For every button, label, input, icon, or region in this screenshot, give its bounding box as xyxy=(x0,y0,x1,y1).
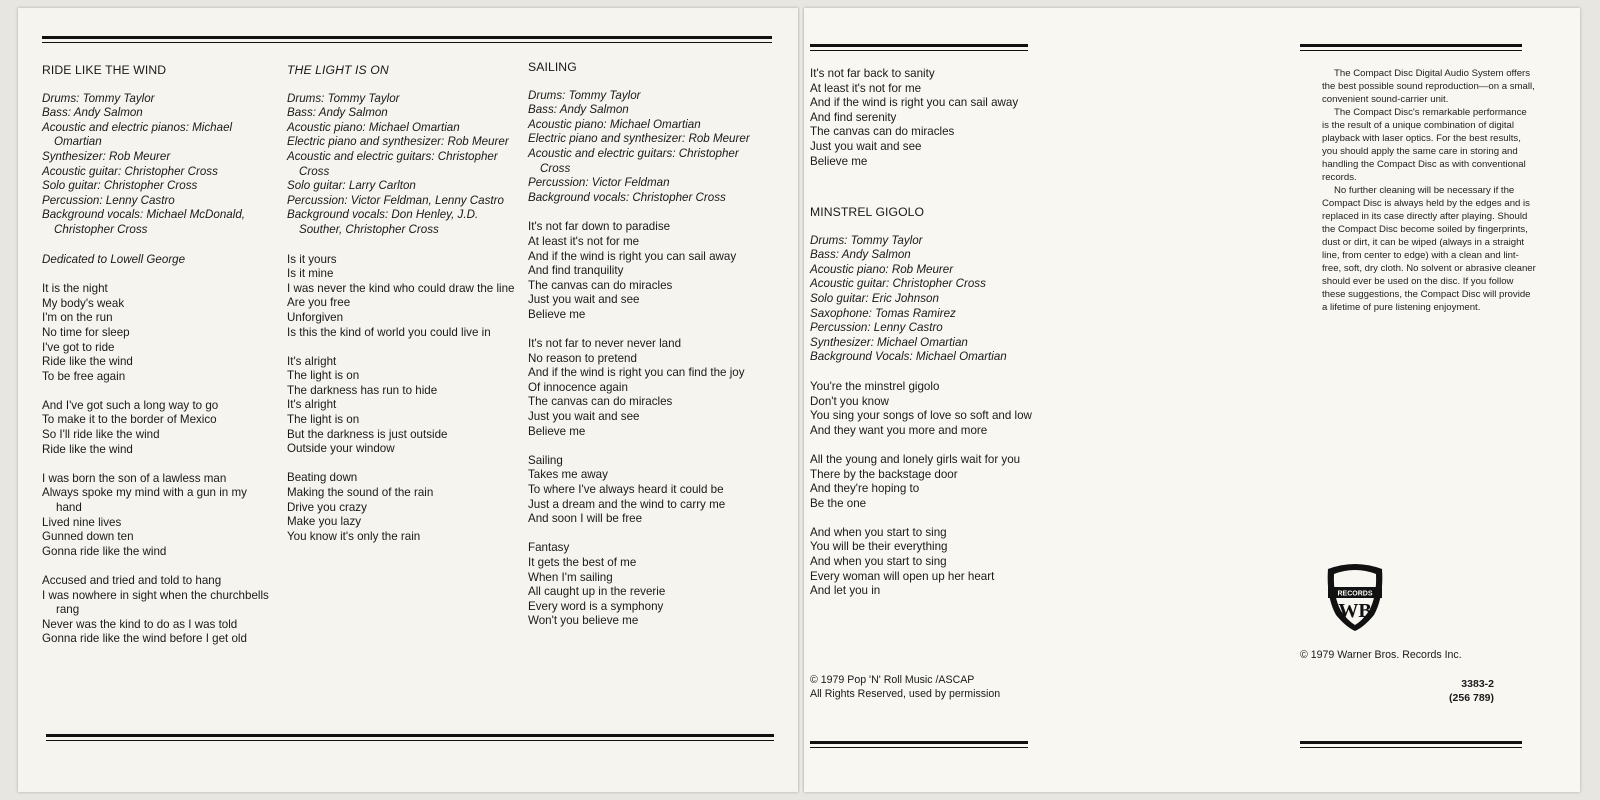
lyric-line: And they want you more and more xyxy=(810,423,988,437)
lyric-line: You sing your songs of love so soft and low xyxy=(810,409,1032,423)
lyric-stanza xyxy=(42,574,272,647)
lyric-line: Of innocence again xyxy=(528,380,628,394)
credit-line: Synthesizer: Michael Omartian xyxy=(810,335,968,349)
lyric-line: And if the wind is right you can find the joy xyxy=(528,366,745,380)
lyric-line: My body's weak xyxy=(42,296,125,310)
credit-line: Solo guitar: Larry Carlton xyxy=(287,179,416,193)
credit-line: Background vocals: Christopher Cross xyxy=(528,190,726,204)
lyric-line: You're the minstrel gigolo xyxy=(810,379,940,393)
cd-paragraph: No further cleaning will be necessary if the Compact Disc is always held by the edges and is replaced in its case directly after playing. Should the Compact Disc become soiled by fingerprints, dust or dirt, it can be wiped (always in a straight line, from center to edge) with a clean and lint-free, soft, dry cloth. No solvent or abrasive cleaner should ever be used on the disc. If you follow these suggestions, the Compact Disc will provide a lifetime of pure listening enjoyment. xyxy=(1322,185,1536,313)
credit-line: Background vocals: Michael McDonald, Christopher Cross xyxy=(42,208,245,236)
sailing-continued xyxy=(810,67,1036,184)
credit-line: Percussion: Victor Feldman xyxy=(528,176,670,190)
credit-line: Saxophone: Tomas Ramirez xyxy=(810,306,956,320)
credits xyxy=(42,92,272,238)
credit-line: Background Vocals: Michael Omartian xyxy=(810,350,1007,364)
lyric-line: I was born the son of a lawless man xyxy=(42,471,227,485)
lyric-stanza xyxy=(810,453,1036,511)
credits xyxy=(287,92,515,238)
lyric-line: All caught up in the reverie xyxy=(528,585,666,599)
credits xyxy=(810,234,1036,365)
lyric-line: I was nowhere in sight when the churchbells rang xyxy=(42,588,269,617)
lyric-line: Making the sound of the rain xyxy=(287,486,434,500)
lyric-line: Don't you know xyxy=(810,394,889,408)
lyric-line: Drive you crazy xyxy=(287,500,367,514)
credit-line: Solo guitar: Christopher Cross xyxy=(42,179,198,193)
credit-line: Synthesizer: Rob Meurer xyxy=(42,149,171,163)
lyric-line: The light is on xyxy=(287,413,360,427)
lyric-line: Are you free xyxy=(287,296,351,310)
lyric-line: The light is on xyxy=(287,369,360,383)
credit-line: Percussion: Lenny Castro xyxy=(42,193,175,207)
top-rule-middle xyxy=(810,44,1028,51)
song-title: SAILING xyxy=(528,60,577,74)
bottom-rule-right xyxy=(1300,741,1522,748)
lyric-line: The canvas can do miracles xyxy=(528,278,673,292)
credit-line: Acoustic and electric guitars: Christopher Cross xyxy=(528,146,739,175)
lyric-line: Is it mine xyxy=(287,267,334,281)
lyric-line: Just you wait and see xyxy=(528,293,640,307)
lyric-line: And find tranquility xyxy=(528,264,624,278)
lyric-line: And if the wind is right you can sail away xyxy=(528,249,737,263)
catalog-line: (256 789) xyxy=(1449,692,1494,704)
lyric-line: It's not far down to paradise xyxy=(528,220,671,234)
lyric-line: Always spoke my mind with a gun in my hand xyxy=(42,486,247,515)
lyric-stanza xyxy=(528,454,760,527)
credit-line: Acoustic guitar: Christopher Cross xyxy=(42,164,218,178)
logo-text: RECORDS xyxy=(1337,590,1373,598)
lyric-stanza xyxy=(287,471,515,544)
lyric-line: Be the one xyxy=(810,496,867,510)
lyric-stanza xyxy=(528,220,760,322)
credit-line: Acoustic and electric pianos: Michael Omartian xyxy=(42,120,233,149)
catalog-number xyxy=(1404,677,1494,705)
lyric-line: You will be their everything xyxy=(810,540,948,554)
lyric-line: Is it yours xyxy=(287,252,337,266)
credit-line: Drums: Tommy Taylor xyxy=(287,91,400,105)
lyric-line: Make you lazy xyxy=(287,515,362,529)
lyric-line: Is this the kind of world you could live in xyxy=(287,325,491,339)
lyric-line: At least it's not for me xyxy=(810,81,922,95)
lyric-line: Gonna ride like the wind xyxy=(42,544,167,558)
lyric-line: So I'll ride like the wind xyxy=(42,428,160,442)
warner-bros-records-logo xyxy=(1324,563,1386,633)
credit-line: Percussion: Victor Feldman, Lenny Castro xyxy=(287,193,504,207)
lyric-stanza xyxy=(287,355,515,457)
credit-line: Bass: Andy Salmon xyxy=(287,106,388,120)
left-page xyxy=(18,8,798,792)
song-title: MINSTREL GIGOLO xyxy=(810,205,925,219)
song-title: THE LIGHT IS ON xyxy=(287,63,389,77)
song-copyright xyxy=(810,673,1000,701)
credit-line: Drums: Tommy Taylor xyxy=(528,88,641,102)
lyric-line: The canvas can do miracles xyxy=(810,125,955,139)
catalog-line: 3383-2 xyxy=(1461,678,1494,690)
credit-line: Drums: Tommy Taylor xyxy=(42,91,155,105)
lyric-line: Gunned down ten xyxy=(42,530,134,544)
lyric-line: But the darkness is just outside xyxy=(287,427,448,441)
lyrics xyxy=(810,380,1036,599)
credit-line: Percussion: Lenny Castro xyxy=(810,321,943,335)
cd-paragraph: The Compact Disc Digital Audio System offers the best possible sound reproduction—on a small, convenient sound-carrier unit. xyxy=(1322,68,1535,105)
lyric-line: Believe me xyxy=(528,307,586,321)
lyric-stanza xyxy=(810,526,1036,599)
credit-line: Bass: Andy Salmon xyxy=(528,103,629,117)
song-ride-like-the-wind xyxy=(42,63,272,662)
credit-line: Acoustic piano: Michael Omartian xyxy=(528,117,701,131)
lyric-line: You know it's only the rain xyxy=(287,529,421,543)
lyric-line: Never was the kind to do as I was told xyxy=(42,617,238,631)
lyric-line: Just you wait and see xyxy=(810,139,922,153)
lyric-line: And let you in xyxy=(810,584,881,598)
lyric-line: Believe me xyxy=(528,424,586,438)
lyric-line: Won't you believe me xyxy=(528,614,639,628)
svg-text:WB: WB xyxy=(1338,600,1372,622)
credit-line: Drums: Tommy Taylor xyxy=(810,233,923,247)
credit-line: Electric piano and synthesizer: Rob Meurer xyxy=(528,132,750,146)
lyric-line: It's alright xyxy=(287,398,337,412)
credit-line: Acoustic piano: Michael Omartian xyxy=(287,120,460,134)
compact-disc-care-notice xyxy=(1322,67,1536,314)
lyric-line: The darkness has run to hide xyxy=(287,383,438,397)
credit-line: Acoustic piano: Rob Meurer xyxy=(810,262,954,276)
credit-line: Electric piano and synthesizer: Rob Meurer xyxy=(287,135,509,149)
lyric-line: And when you start to sing xyxy=(810,555,947,569)
lyric-line: To be free again xyxy=(42,369,126,383)
lyric-stanza xyxy=(528,337,760,439)
lyric-line: Believe me xyxy=(810,154,868,168)
lyric-line: And when you start to sing xyxy=(810,525,947,539)
lyric-line: It's alright xyxy=(287,354,337,368)
credits xyxy=(528,89,760,206)
lyric-line: It gets the best of me xyxy=(528,556,637,569)
lyric-line: To where I've always heard it could be xyxy=(528,483,724,497)
song-sailing xyxy=(528,60,760,644)
dedication: Dedicated to Lowell George xyxy=(42,252,186,266)
credit-line: Bass: Andy Salmon xyxy=(42,106,143,120)
lyric-line: And soon I will be free xyxy=(528,512,643,526)
lyric-stanza xyxy=(287,253,515,341)
lyrics xyxy=(42,282,272,647)
cd-paragraph: The Compact Disc's remarkable performance is the result of a unique combination of digital playback with laser optics. For the best results, you should apply the same care in storing and handling the Compact Disc as with conventional records. xyxy=(1322,107,1527,183)
credit-line: Solo guitar: Eric Johnson xyxy=(810,291,939,305)
lyric-stanza xyxy=(42,399,272,457)
lyric-line: Beating down xyxy=(287,471,358,485)
lyric-line: When I'm sailing xyxy=(528,570,613,584)
lyric-line: Sailing xyxy=(528,453,563,467)
lyrics xyxy=(287,253,515,545)
right-page xyxy=(804,8,1580,792)
lyric-line: Every word is a symphony xyxy=(528,599,664,613)
lyric-line: Every woman will open up her heart xyxy=(810,569,995,583)
credit-line: Acoustic guitar: Christopher Cross xyxy=(810,277,986,291)
lyric-line: No time for sleep xyxy=(42,325,130,339)
lyric-line: I've got to ride xyxy=(42,340,115,354)
lyric-line: Gonna ride like the wind before I get old xyxy=(42,632,247,646)
lyric-line: Ride like the wind xyxy=(42,442,133,456)
lyric-line: Accused and tried and told to hang xyxy=(42,574,222,587)
lyric-line: Lived nine lives xyxy=(42,515,122,529)
credit-line: Acoustic and electric guitars: Christopher Cross xyxy=(287,149,498,178)
credit-line: Bass: Andy Salmon xyxy=(810,248,911,262)
copyright-line: All Rights Reserved, used by permission xyxy=(810,688,1001,700)
lyric-stanza xyxy=(810,380,1036,438)
bottom-rule-middle xyxy=(810,741,1028,748)
lyric-line: The canvas can do miracles xyxy=(528,395,673,409)
lyric-line: There by the backstage door xyxy=(810,467,958,481)
song-the-light-is-on xyxy=(287,63,515,559)
lyric-line: And if the wind is right you can sail away xyxy=(810,96,1019,110)
top-rule-right xyxy=(1300,44,1522,51)
lyric-line: Fantasy xyxy=(528,541,570,555)
lyric-line: I'm on the run xyxy=(42,311,113,325)
lyric-line: To make it to the border of Mexico xyxy=(42,413,217,427)
warner-copyright: © 1979 Warner Bros. Records Inc. xyxy=(1300,649,1462,661)
lyrics xyxy=(528,220,760,629)
lyric-line: Ride like the wind xyxy=(42,355,133,369)
lyric-stanza xyxy=(42,282,272,384)
bottom-rule-left xyxy=(46,734,774,741)
copyright-line: © 1979 Pop 'N' Roll Music /ASCAP xyxy=(810,674,975,686)
lyric-line: Just you wait and see xyxy=(528,410,640,424)
lyric-line: All the young and lonely girls wait for you xyxy=(810,452,1021,466)
lyric-stanza xyxy=(42,472,272,560)
lyric-line: And I've got such a long way to go xyxy=(42,398,219,412)
lyric-line: It's not far back to sanity xyxy=(810,67,935,80)
top-rule-left xyxy=(42,36,772,43)
lyric-line: And they're hoping to xyxy=(810,482,920,496)
lyric-stanza xyxy=(528,541,760,629)
lyric-line: At least it's not for me xyxy=(528,234,640,248)
lyric-line: No reason to pretend xyxy=(528,351,637,365)
lyric-line: It's not far to never never land xyxy=(528,337,682,351)
lyric-line: It is the night xyxy=(42,282,108,296)
lyric-line: And find serenity xyxy=(810,110,897,124)
lyric-line: Unforgiven xyxy=(287,310,344,324)
lyric-line: Just a dream and the wind to carry me xyxy=(528,497,726,511)
lyric-line: Takes me away xyxy=(528,468,608,482)
lyrics xyxy=(810,67,1036,169)
lyric-line: I was never the kind who could draw the line xyxy=(287,281,515,295)
song-minstrel-gigolo xyxy=(810,205,1036,613)
credit-line: Background vocals: Don Henley, J.D. Souther, Christopher Cross xyxy=(287,208,479,236)
song-title: RIDE LIKE THE WIND xyxy=(42,63,167,77)
lyric-line: Outside your window xyxy=(287,442,395,456)
